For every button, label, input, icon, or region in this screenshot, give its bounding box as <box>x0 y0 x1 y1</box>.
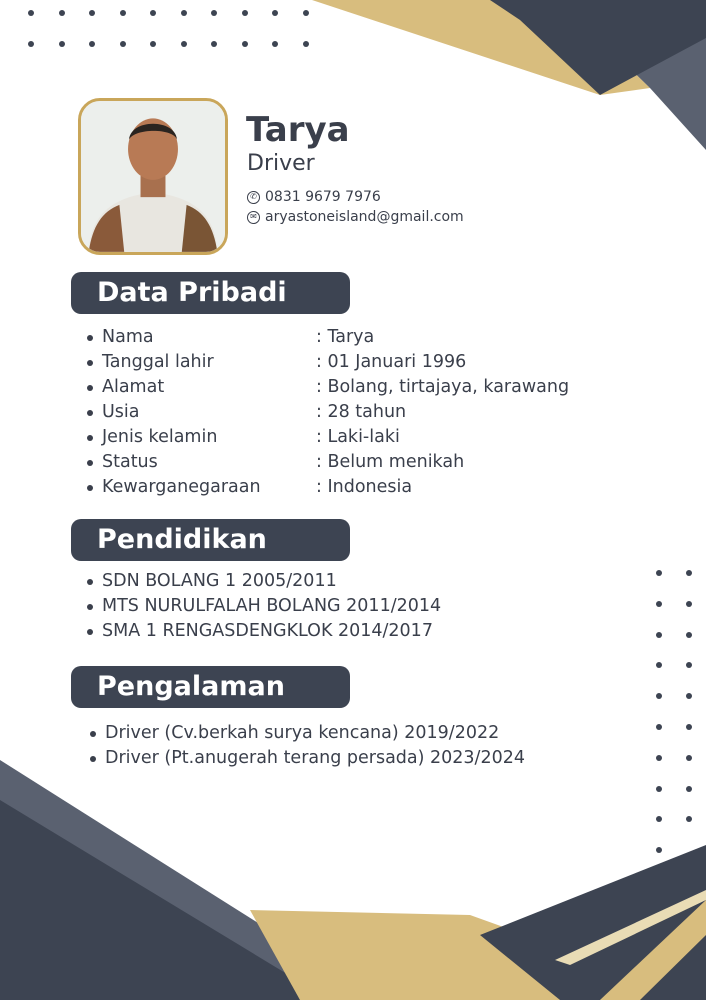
decorative-dot <box>181 10 187 16</box>
decorative-dot <box>656 693 662 699</box>
decorative-dot <box>656 724 662 730</box>
decorative-dot <box>28 10 34 16</box>
decorative-dot <box>59 10 65 16</box>
row-label: Status <box>102 452 158 472</box>
list-item <box>84 375 569 400</box>
row-label: Jenis kelamin <box>102 427 218 447</box>
decorative-dot <box>272 10 278 16</box>
list-item <box>84 425 569 450</box>
row-value: : Indonesia <box>316 477 413 497</box>
decorative-dot <box>303 10 309 16</box>
decorative-dot <box>89 41 95 47</box>
decorative-dot <box>686 632 692 638</box>
decorative-dot <box>686 693 692 699</box>
decorative-dot <box>656 570 662 576</box>
decorative-dot <box>656 786 662 792</box>
section-header-experience: Pengalaman <box>71 666 350 708</box>
decorative-dot <box>656 632 662 638</box>
list-item <box>84 475 569 500</box>
section-header-education: Pendidikan <box>71 519 350 561</box>
list-item: SDN BOLANG 1 2005/2011 <box>84 569 441 594</box>
decorative-dot <box>686 755 692 761</box>
decorative-dot <box>59 41 65 47</box>
bottom-left-dark-band <box>0 800 330 1000</box>
list-item <box>84 325 569 350</box>
email-icon: ✉ <box>247 211 260 224</box>
decorative-dot <box>686 786 692 792</box>
decorative-dot <box>211 41 217 47</box>
decorative-dot <box>656 816 662 822</box>
decorative-dot <box>28 41 34 47</box>
row-label: Kewarganegaraan <box>102 477 261 497</box>
decorative-dot <box>686 601 692 607</box>
row-label: Usia <box>102 402 140 422</box>
job-title: Driver <box>247 151 315 176</box>
experience-list <box>87 721 525 771</box>
decorative-dot <box>686 570 692 576</box>
row-value: : Laki-laki <box>316 427 400 447</box>
decorative-dot <box>242 41 248 47</box>
decorative-dot <box>181 41 187 47</box>
email-address: aryastoneisland@gmail.com <box>265 209 464 225</box>
decorative-dot <box>242 10 248 16</box>
decorative-dot <box>656 601 662 607</box>
row-value: : 28 tahun <box>316 402 407 422</box>
decorative-dot <box>656 755 662 761</box>
decorative-dot <box>303 41 309 47</box>
decorative-dot <box>150 10 156 16</box>
personal-data-list <box>84 325 569 500</box>
decorative-dot <box>686 662 692 668</box>
decorative-dot <box>120 41 126 47</box>
decorative-dot <box>272 41 278 47</box>
decorative-dot <box>150 41 156 47</box>
person-name: Tarya <box>246 110 350 150</box>
row-value: : 01 Januari 1996 <box>316 352 467 372</box>
row-value: : Bolang, tirtajaya, karawang <box>316 377 570 397</box>
list-item <box>84 450 569 475</box>
row-value: : Tarya <box>316 327 375 347</box>
decorative-dot <box>656 847 662 853</box>
list-item: SMA 1 RENGASDENGKLOK 2014/2017 <box>84 619 441 644</box>
avatar <box>81 101 225 252</box>
list-item: Driver (Pt.anugerah terang persada) 2023/2024 <box>87 746 525 771</box>
decorative-dot <box>120 10 126 16</box>
decorative-dot <box>656 662 662 668</box>
row-label: Tanggal lahir <box>102 352 214 372</box>
profile-photo <box>78 98 228 255</box>
phone-number: 0831 9679 7976 <box>265 189 381 205</box>
list-item: Driver (Cv.berkah surya kencana) 2019/2022 <box>87 721 525 746</box>
phone-icon: ✆ <box>247 191 260 204</box>
education-list <box>84 569 441 644</box>
row-label: Alamat <box>102 377 165 397</box>
list-item: MTS NURULFALAH BOLANG 2011/2014 <box>84 594 441 619</box>
row-value: : Belum menikah <box>316 452 465 472</box>
section-header-personal: Data Pribadi <box>71 272 350 314</box>
decorative-dot <box>686 724 692 730</box>
email-row <box>247 209 464 225</box>
decorative-dot <box>89 10 95 16</box>
decorative-dot <box>686 816 692 822</box>
right-dot-grid <box>656 570 696 860</box>
list-item <box>84 400 569 425</box>
phone-row <box>247 189 381 205</box>
list-item <box>84 350 569 375</box>
decorative-dot <box>211 10 217 16</box>
row-label: Nama <box>102 327 154 347</box>
